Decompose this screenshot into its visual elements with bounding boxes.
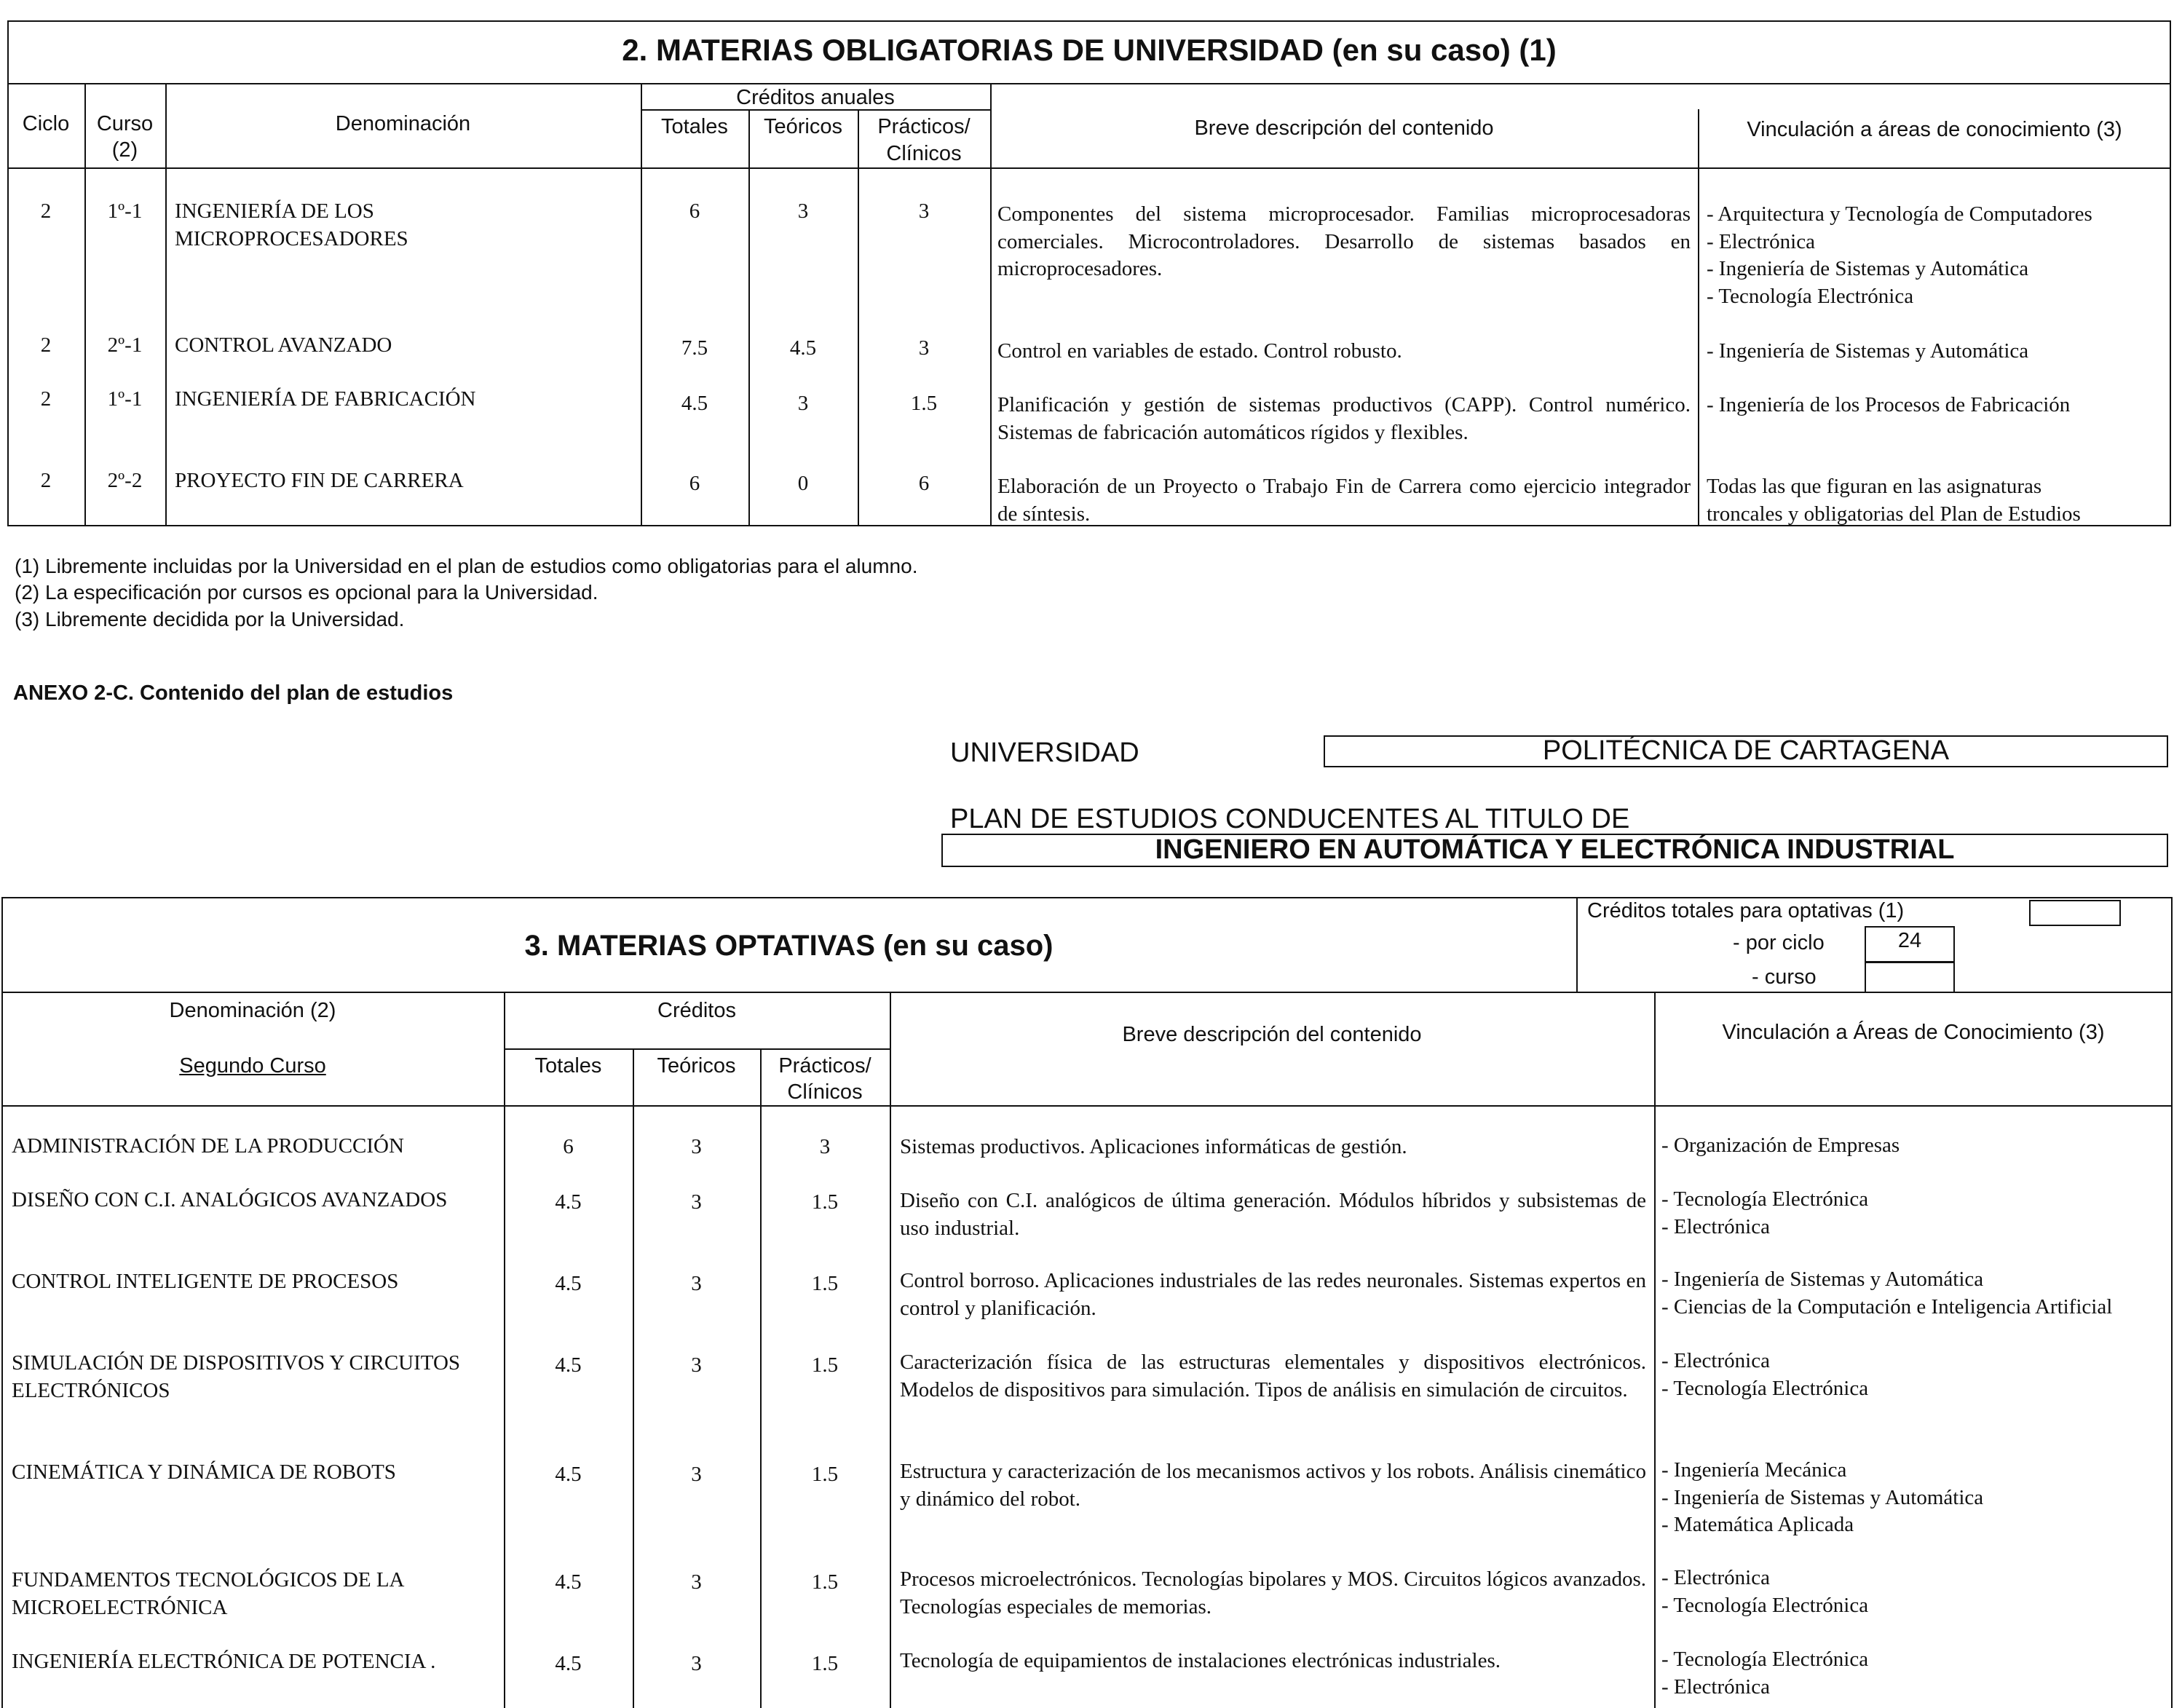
table-row-totales: 4.5 [681, 392, 708, 415]
header-curso-note: (2) [111, 138, 138, 162]
table-row-practicos: 1.5 [811, 1652, 839, 1675]
table-row-totales: 4.5 [555, 1463, 582, 1486]
table-row-ciclo: 2 [40, 387, 52, 411]
header-teoricos: Teóricos [657, 1054, 736, 1078]
table-row-denominacion: DISEÑO CON C.I. ANALÓGICOS AVANZADOS [12, 1188, 448, 1211]
table-row-descripcion: Control en variables de estado. Control robusto. [997, 339, 1402, 363]
section3-title-divider [1576, 897, 1578, 992]
section2-title-divider [7, 83, 2171, 84]
plan-label: PLAN DE ESTUDIOS CONDUCENTES AL TITULO DE [950, 804, 1630, 834]
header-clinicos: Clínicos [787, 1080, 863, 1104]
header-segundo-curso: Segundo Curso [179, 1054, 326, 1078]
table-row-teoricos: 3 [691, 1272, 702, 1295]
table-row-areas: - Tecnología Electrónica - Electrónica [1661, 1648, 1869, 1699]
table-row-areas: - Ingeniería Mecánica - Ingeniería de Sistemas y Automática - Matemática Aplicada [1661, 1458, 1984, 1537]
col-divider [748, 109, 750, 526]
table-row-practicos: 3 [918, 199, 930, 223]
creditos-divider [504, 1048, 890, 1050]
table-row-descripcion: Tecnología de equipamientos de instalaciones electrónicas industriales. [900, 1649, 1501, 1672]
col-divider [990, 83, 992, 526]
table-row-areas: - Electrónica - Tecnología Electrónica [1661, 1349, 1869, 1400]
table-row-denominacion: INGENIERÍA DE FABRICACIÓN [175, 387, 476, 411]
table-row-denominacion: PROYECTO FIN DE CARRERA [175, 469, 464, 492]
por-ciclo-value: 24 [1897, 929, 1922, 952]
table-row-ciclo: 2 [40, 469, 52, 492]
curso-box [1865, 962, 1955, 993]
table-row-teoricos: 0 [797, 472, 809, 495]
table-row-teoricos: 3 [691, 1353, 702, 1377]
table-row-totales: 6 [689, 199, 700, 223]
table-row-denominacion: CONTROL INTELIGENTE DE PROCESOS [12, 1270, 399, 1293]
section3-title: 3. MATERIAS OPTATIVAS (en su caso) [524, 930, 1054, 962]
col-divider [165, 83, 167, 526]
table-row-practicos: 1.5 [910, 392, 938, 415]
table-row-teoricos: 3 [797, 392, 809, 415]
section3-header-top [1, 992, 2173, 993]
table-row-areas: Todas las que figuran en las asignaturas troncales y obligatorias del Plan de Estudios [1707, 475, 2081, 526]
header-ciclo: Ciclo [22, 112, 70, 135]
table-row-denominacion: INGENIERÍA DE LOS MICROPROCESADORES [175, 199, 408, 250]
table-row-descripcion: Procesos microelectrónicos. Tecnologías bipolares y MOS. Circuitos lógicos avanzados. Tecnologías especiales de memorias. [900, 1567, 1646, 1618]
table-row-denominacion: ADMINISTRACIÓN DE LA PRODUCCIÓN [12, 1134, 404, 1158]
header-totales: Totales [534, 1054, 602, 1078]
table-row-denominacion: CONTROL AVANZADO [175, 333, 392, 357]
table-row-totales: 4.5 [555, 1190, 582, 1214]
section2-title: 2. MATERIAS OBLIGATORIAS DE UNIVERSIDAD (en su caso) (1) [622, 33, 1557, 67]
footnote: (2) La especificación por cursos es opcional para la Universidad. [15, 581, 598, 604]
table-row-practicos: 1.5 [811, 1570, 839, 1594]
table-row-totales: 4.5 [555, 1272, 582, 1295]
table-row-teoricos: 3 [797, 199, 809, 223]
header-vinculacion: Vinculación a Áreas de Conocimiento (3) [1722, 1021, 2105, 1044]
table-row-totales: 4.5 [555, 1570, 582, 1594]
table-row-practicos: 1.5 [811, 1353, 839, 1377]
table-row-practicos: 3 [918, 336, 930, 360]
table-row-teoricos: 3 [691, 1463, 702, 1486]
table-row-teoricos: 3 [691, 1570, 702, 1594]
annex-title: ANEXO 2-C. Contenido del plan de estudios [13, 681, 454, 705]
table-row-areas: - Tecnología Electrónica - Electrónica [1661, 1187, 1869, 1238]
table-row-curso: 2º-1 [107, 333, 143, 357]
table-row-practicos: 1.5 [811, 1463, 839, 1486]
universidad-value: POLITÉCNICA DE CARTAGENA [1542, 735, 1950, 766]
table-row-areas: - Ingeniería de Sistemas y Automática [1707, 339, 2029, 363]
creditos-totales-label: Créditos totales para optativas (1) [1587, 899, 1905, 922]
creditos-totales-box [2029, 900, 2121, 926]
col-divider [1654, 992, 1656, 1708]
table-row-totales: 4.5 [555, 1353, 582, 1377]
header-teoricos: Teóricos [764, 115, 842, 138]
plan-value: INGENIERO EN AUTOMÁTICA Y ELECTRÓNICA INDUSTRIAL [1155, 834, 1955, 865]
header-descripcion: Breve descripción del contenido [1194, 116, 1494, 140]
header-denominacion: Denominación [335, 112, 471, 135]
table-row-denominacion: CINEMÁTICA Y DINÁMICA DE ROBOTS [12, 1460, 396, 1484]
table-row-practicos: 1.5 [811, 1190, 839, 1214]
table-row-curso: 1º-1 [107, 387, 143, 411]
header-clinicos: Clínicos [886, 142, 962, 165]
por-ciclo-label: - por ciclo [1733, 931, 1825, 954]
table-row-curso: 2º-2 [107, 469, 143, 492]
curso-label: - curso [1752, 965, 1817, 989]
table-row-descripcion: Control borroso. Aplicaciones industriales de las redes neuronales. Sistemas expertos en control y planificación. [900, 1269, 1646, 1320]
table-row-areas: - Electrónica - Tecnología Electrónica [1661, 1566, 1869, 1617]
table-row-totales: 4.5 [555, 1652, 582, 1675]
table-row-denominacion: INGENIERÍA ELECTRÓNICA DE POTENCIA . [12, 1650, 436, 1673]
table-row-teoricos: 3 [691, 1652, 702, 1675]
table-row-teoricos: 3 [691, 1190, 702, 1214]
header-totales: Totales [661, 115, 728, 138]
table-row-descripcion: Componentes del sistema microprocesador. Familias microprocesadoras comerciales. Microcontroladores. Desarrollo de sistemas basados en microprocesadores. [997, 202, 1691, 281]
table-row-practicos: 1.5 [811, 1272, 839, 1295]
col-divider [858, 109, 859, 526]
header-descripcion: Breve descripción del contenido [1122, 1023, 1422, 1046]
header-creditos: Créditos [657, 999, 736, 1022]
header-curso: Curso [96, 112, 154, 135]
table-row-denominacion: FUNDAMENTOS TECNOLÓGICOS DE LA MICROELECTRÓNICA [12, 1568, 405, 1619]
table-row-descripcion: Elaboración de un Proyecto o Trabajo Fin de Carrera como ejercicio integrador de síntesis. [997, 475, 1691, 526]
table-row-teoricos: 4.5 [789, 336, 817, 360]
table-row-practicos: 6 [918, 472, 930, 495]
col-divider [504, 992, 505, 1708]
table-row-areas: - Organización de Empresas [1661, 1134, 1900, 1157]
footnote: (3) Libremente decidida por la Universidad. [15, 607, 405, 630]
table-row-totales: 6 [689, 472, 700, 495]
table-row-areas: - Ingeniería de Sistemas y Automática - Ciencias de la Computación e Inteligencia Artificial [1661, 1268, 2113, 1318]
table-row-practicos: 3 [819, 1135, 831, 1158]
col-divider [1698, 109, 1699, 526]
col-divider [890, 992, 891, 1708]
table-row-ciclo: 2 [40, 199, 52, 223]
table-row-ciclo: 2 [40, 333, 52, 357]
col-divider [641, 83, 642, 526]
table-row-denominacion: SIMULACIÓN DE DISPOSITIVOS Y CIRCUITOS ELECTRÓNICOS [12, 1351, 461, 1402]
table-row-teoricos: 3 [691, 1135, 702, 1158]
table-row-curso: 1º-1 [107, 199, 143, 223]
universidad-label: UNIVERSIDAD [950, 738, 1139, 768]
header-practicos: Prácticos/ [877, 115, 971, 138]
header-practicos: Prácticos/ [778, 1054, 871, 1078]
table-row-totales: 7.5 [681, 336, 708, 360]
table-row-descripcion: Diseño con C.I. analógicos de última generación. Módulos híbridos y subsistemas de uso industrial. [900, 1189, 1646, 1240]
table-row-descripcion: Planificación y gestión de sistemas productivos (CAPP). Control numérico. Sistemas de fabricación automáticos rígidos y flexibles. [997, 393, 1691, 444]
table-row-totales: 6 [563, 1135, 574, 1158]
footnotes [15, 553, 1471, 633]
table-row-areas: - Arquitectura y Tecnología de Computadores - Electrónica - Ingeniería de Sistemas y Automática - Tecnología Electrónica [1707, 202, 2092, 309]
header-denominacion: Denominación (2) [169, 999, 336, 1022]
section2-header-divider [7, 167, 2171, 169]
table-row-areas: - Ingeniería de los Procesos de Fabricación [1707, 393, 2071, 416]
header-creditos-anuales: Créditos anuales [736, 86, 895, 109]
table-row-descripcion: Sistemas productivos. Aplicaciones informáticas de gestión. [900, 1135, 1407, 1158]
header-vinculacion: Vinculación a áreas de conocimiento (3) [1747, 118, 2122, 141]
section3-header-bottom [1, 1105, 2173, 1107]
footnote: (1) Libremente incluidas por la Universidad en el plan de estudios como obligatorias para el alumno. [15, 555, 918, 577]
table-row-descripcion: Estructura y caracterización de los mecanismos activos y los robots. Análisis cinemático y dinámico del robot. [900, 1460, 1646, 1511]
table-row-descripcion: Caracterización física de las estructuras elementales y dispositivos electrónicos. Modelos de dispositivos para simulación. Tipos de análisis en simulación de circuitos. [900, 1351, 1646, 1401]
